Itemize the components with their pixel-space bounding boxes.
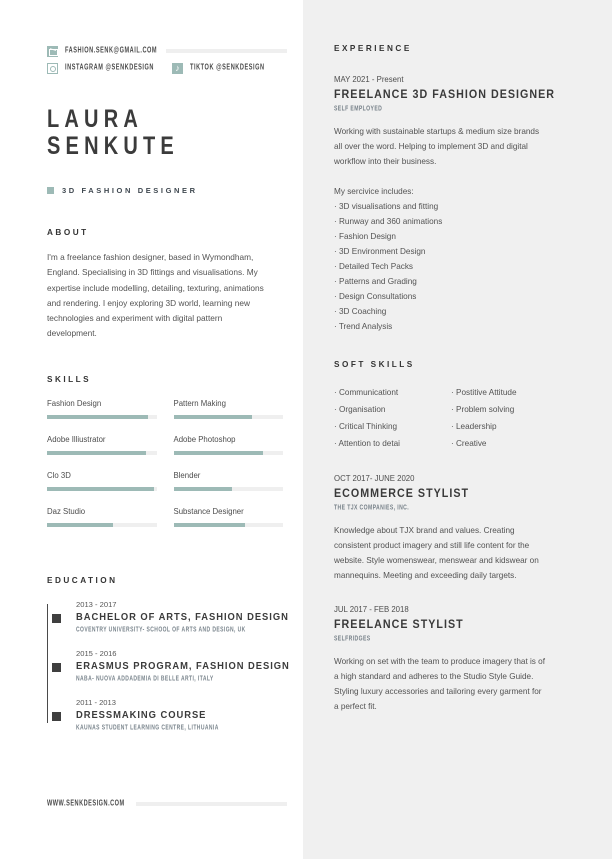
skill-label: Fashion Design [47, 398, 102, 408]
soft-skill-item: · Problem solving [451, 405, 515, 414]
skill-label: Blender [173, 470, 201, 480]
job-date: MAY 2021 - Present [334, 75, 404, 84]
education-date: 2015 - 2016 [76, 648, 117, 658]
first-name: LAURA [47, 105, 143, 133]
skills-heading: SKILLS [47, 374, 92, 384]
skill-bar-fill [174, 523, 245, 527]
skill-item [174, 435, 284, 455]
skill-label: Adobe Illiustrator [47, 434, 106, 444]
job-date: JUL 2017 - FEB 2018 [334, 605, 409, 614]
services-intro: My sercivice includes: [334, 187, 414, 196]
skill-bar-fill [174, 487, 232, 491]
timeline-marker-icon [52, 614, 61, 623]
experience-heading: EXPERIENCE [334, 44, 412, 53]
job-description: Working with sustainable startups & medium size brands all over the word. Helping to implement 3D and digital workflow into their business. [334, 127, 540, 166]
service-item: · Detailed Tech Packs [334, 262, 414, 271]
left-column [0, 0, 303, 859]
soft-skills-heading: SOFT SKILLS [334, 360, 415, 369]
experience-item [334, 474, 552, 583]
education-heading: EDUCATION [47, 575, 118, 585]
education-list [47, 600, 297, 731]
job-company: SELF EMPLOYED [334, 104, 383, 114]
soft-skill-item: · Postitive Attitude [451, 388, 517, 397]
service-item: · Patterns and Grading [334, 277, 417, 286]
mail-icon [47, 46, 58, 57]
experience-item [334, 605, 552, 714]
soft-skill-item: · Leadership [451, 422, 497, 431]
job-company: THE TJX COMPANIES, INC. [334, 503, 410, 513]
skill-bar-track [174, 451, 284, 455]
right-column [303, 0, 612, 859]
job-title: ECOMMERCE STYLIST [334, 488, 470, 500]
skill-bar-fill [174, 415, 253, 419]
skill-bar-fill [174, 451, 264, 455]
service-item: · Trend Analysis [334, 322, 393, 331]
service-item: · Runway and 360 animations [334, 217, 443, 226]
education-school: NABA- NUOVA ADDADEMIA DI BELLE ARTI, ITALY [76, 674, 214, 684]
accent-square-icon [47, 187, 54, 194]
website-text: WWW.SENKDESIGN.COM [47, 799, 125, 809]
tiktok-icon [172, 63, 183, 74]
service-item: · Fashion Design [334, 232, 396, 241]
job-title: FREELANCE STYLIST [334, 619, 464, 631]
soft-skill-item: · Critical Thinking [334, 422, 398, 431]
instagram-icon [47, 63, 58, 74]
soft-skill-item: · Communicationt [334, 388, 399, 397]
timeline-marker-icon [52, 712, 61, 721]
website-footer [47, 801, 287, 807]
about-text: I'm a freelance fashion designer, based in Wymondham, England. Specialising in 3D fittings and visualisations. My expertise include modelling, detailing, texturing, animations and rendering. I enjoy exploring 3D world, learning new technologies and experiment with digital pattern development. [47, 252, 264, 339]
education-degree: BACHELOR OF ARTS, FASHION DESIGN [76, 611, 289, 623]
job-date: OCT 2017- JUNE 2020 [334, 474, 415, 483]
soft-skill-item: · Creative [451, 439, 487, 448]
skill-bar-fill [47, 451, 146, 455]
skill-label: Pattern Making [173, 398, 226, 408]
tiktok-text: TIKTOK @SENKDESIGN [190, 63, 265, 73]
education-item [56, 649, 297, 682]
education-school: KAUNAS STUDENT LEARNING CENTRE, LITHUANIA [76, 723, 219, 733]
education-school: COVENTRY UNIVERSITY- SCHOOL OF ARTS AND DESIGN, UK [76, 625, 246, 635]
soft-skill-item: · Organisation [334, 405, 386, 414]
soft-skills-grid [334, 384, 559, 452]
skill-item [47, 435, 157, 455]
skill-bar-track [174, 415, 284, 419]
email-text: FASHION.SENK@GMAIL.COM [65, 46, 158, 56]
experience-item [334, 75, 556, 334]
skill-bar-fill [47, 415, 148, 419]
last-name: SENKUTE [47, 132, 179, 160]
education-degree: ERASMUS PROGRAM, FASHION DESIGN [76, 660, 290, 672]
service-item: · 3D Environment Design [334, 247, 426, 256]
timeline-marker-icon [52, 663, 61, 672]
skill-label: Clo 3D [47, 470, 71, 480]
education-item [56, 698, 297, 731]
contact-row-email [47, 44, 287, 58]
skill-item [174, 471, 284, 491]
services-list [334, 199, 552, 334]
job-description: Knowledge about TJX brand and values. Creating consistent product imagery and still life content for the website. Style womenswear, menswear and kidswear on mannequins. Meeting and exceeding daily targets. [334, 526, 539, 580]
skill-bar-track [47, 451, 157, 455]
job-description: Working on set with the team to produce imagery that is of a high standard and adheres to the Studio Style Guide. Styling luxury accessories and tailoring every garment for a perfect fit. [334, 657, 546, 711]
education-date: 2013 - 2017 [76, 599, 117, 609]
skill-bar-fill [47, 487, 154, 491]
role-line [47, 186, 303, 195]
skill-item [174, 399, 284, 419]
education-item [56, 600, 297, 633]
skill-bar-track [174, 523, 284, 527]
about-heading: ABOUT [47, 228, 89, 237]
footer-rule [136, 802, 287, 806]
skill-bar-track [47, 523, 157, 527]
role-title: 3D FASHION DESIGNER [62, 186, 198, 195]
service-item: · 3D Coaching [334, 307, 387, 316]
job-title: FREELANCE 3D FASHION DESIGNER [334, 89, 556, 101]
instagram-text: INSTAGRAM @SENKDESIGN [65, 63, 155, 73]
skill-bar-track [47, 487, 157, 491]
education-date: 2011 - 2013 [76, 697, 116, 707]
soft-skill-item: · Attention to detai [334, 439, 400, 448]
skill-item [47, 399, 157, 419]
skill-bar-track [174, 487, 284, 491]
skills-grid [47, 399, 283, 543]
skill-bar-fill [47, 523, 113, 527]
contact-block [47, 44, 287, 75]
skill-item [47, 507, 157, 527]
education-degree: DRESSMAKING COURSE [76, 709, 207, 721]
skill-label: Substance Designer [173, 506, 244, 516]
service-item: · Design Consultations [334, 292, 417, 301]
contact-row-social [47, 61, 287, 75]
timeline-line [47, 604, 48, 723]
contact-rule [166, 49, 287, 53]
skill-bar-track [47, 415, 157, 419]
job-company: SELFRIDGES [334, 634, 371, 644]
skill-item [47, 471, 157, 491]
skill-label: Adobe Photoshop [173, 434, 236, 444]
service-item: · 3D visualisations and fitting [334, 202, 439, 211]
skill-item [174, 507, 284, 527]
skill-label: Daz Studio [47, 506, 86, 516]
